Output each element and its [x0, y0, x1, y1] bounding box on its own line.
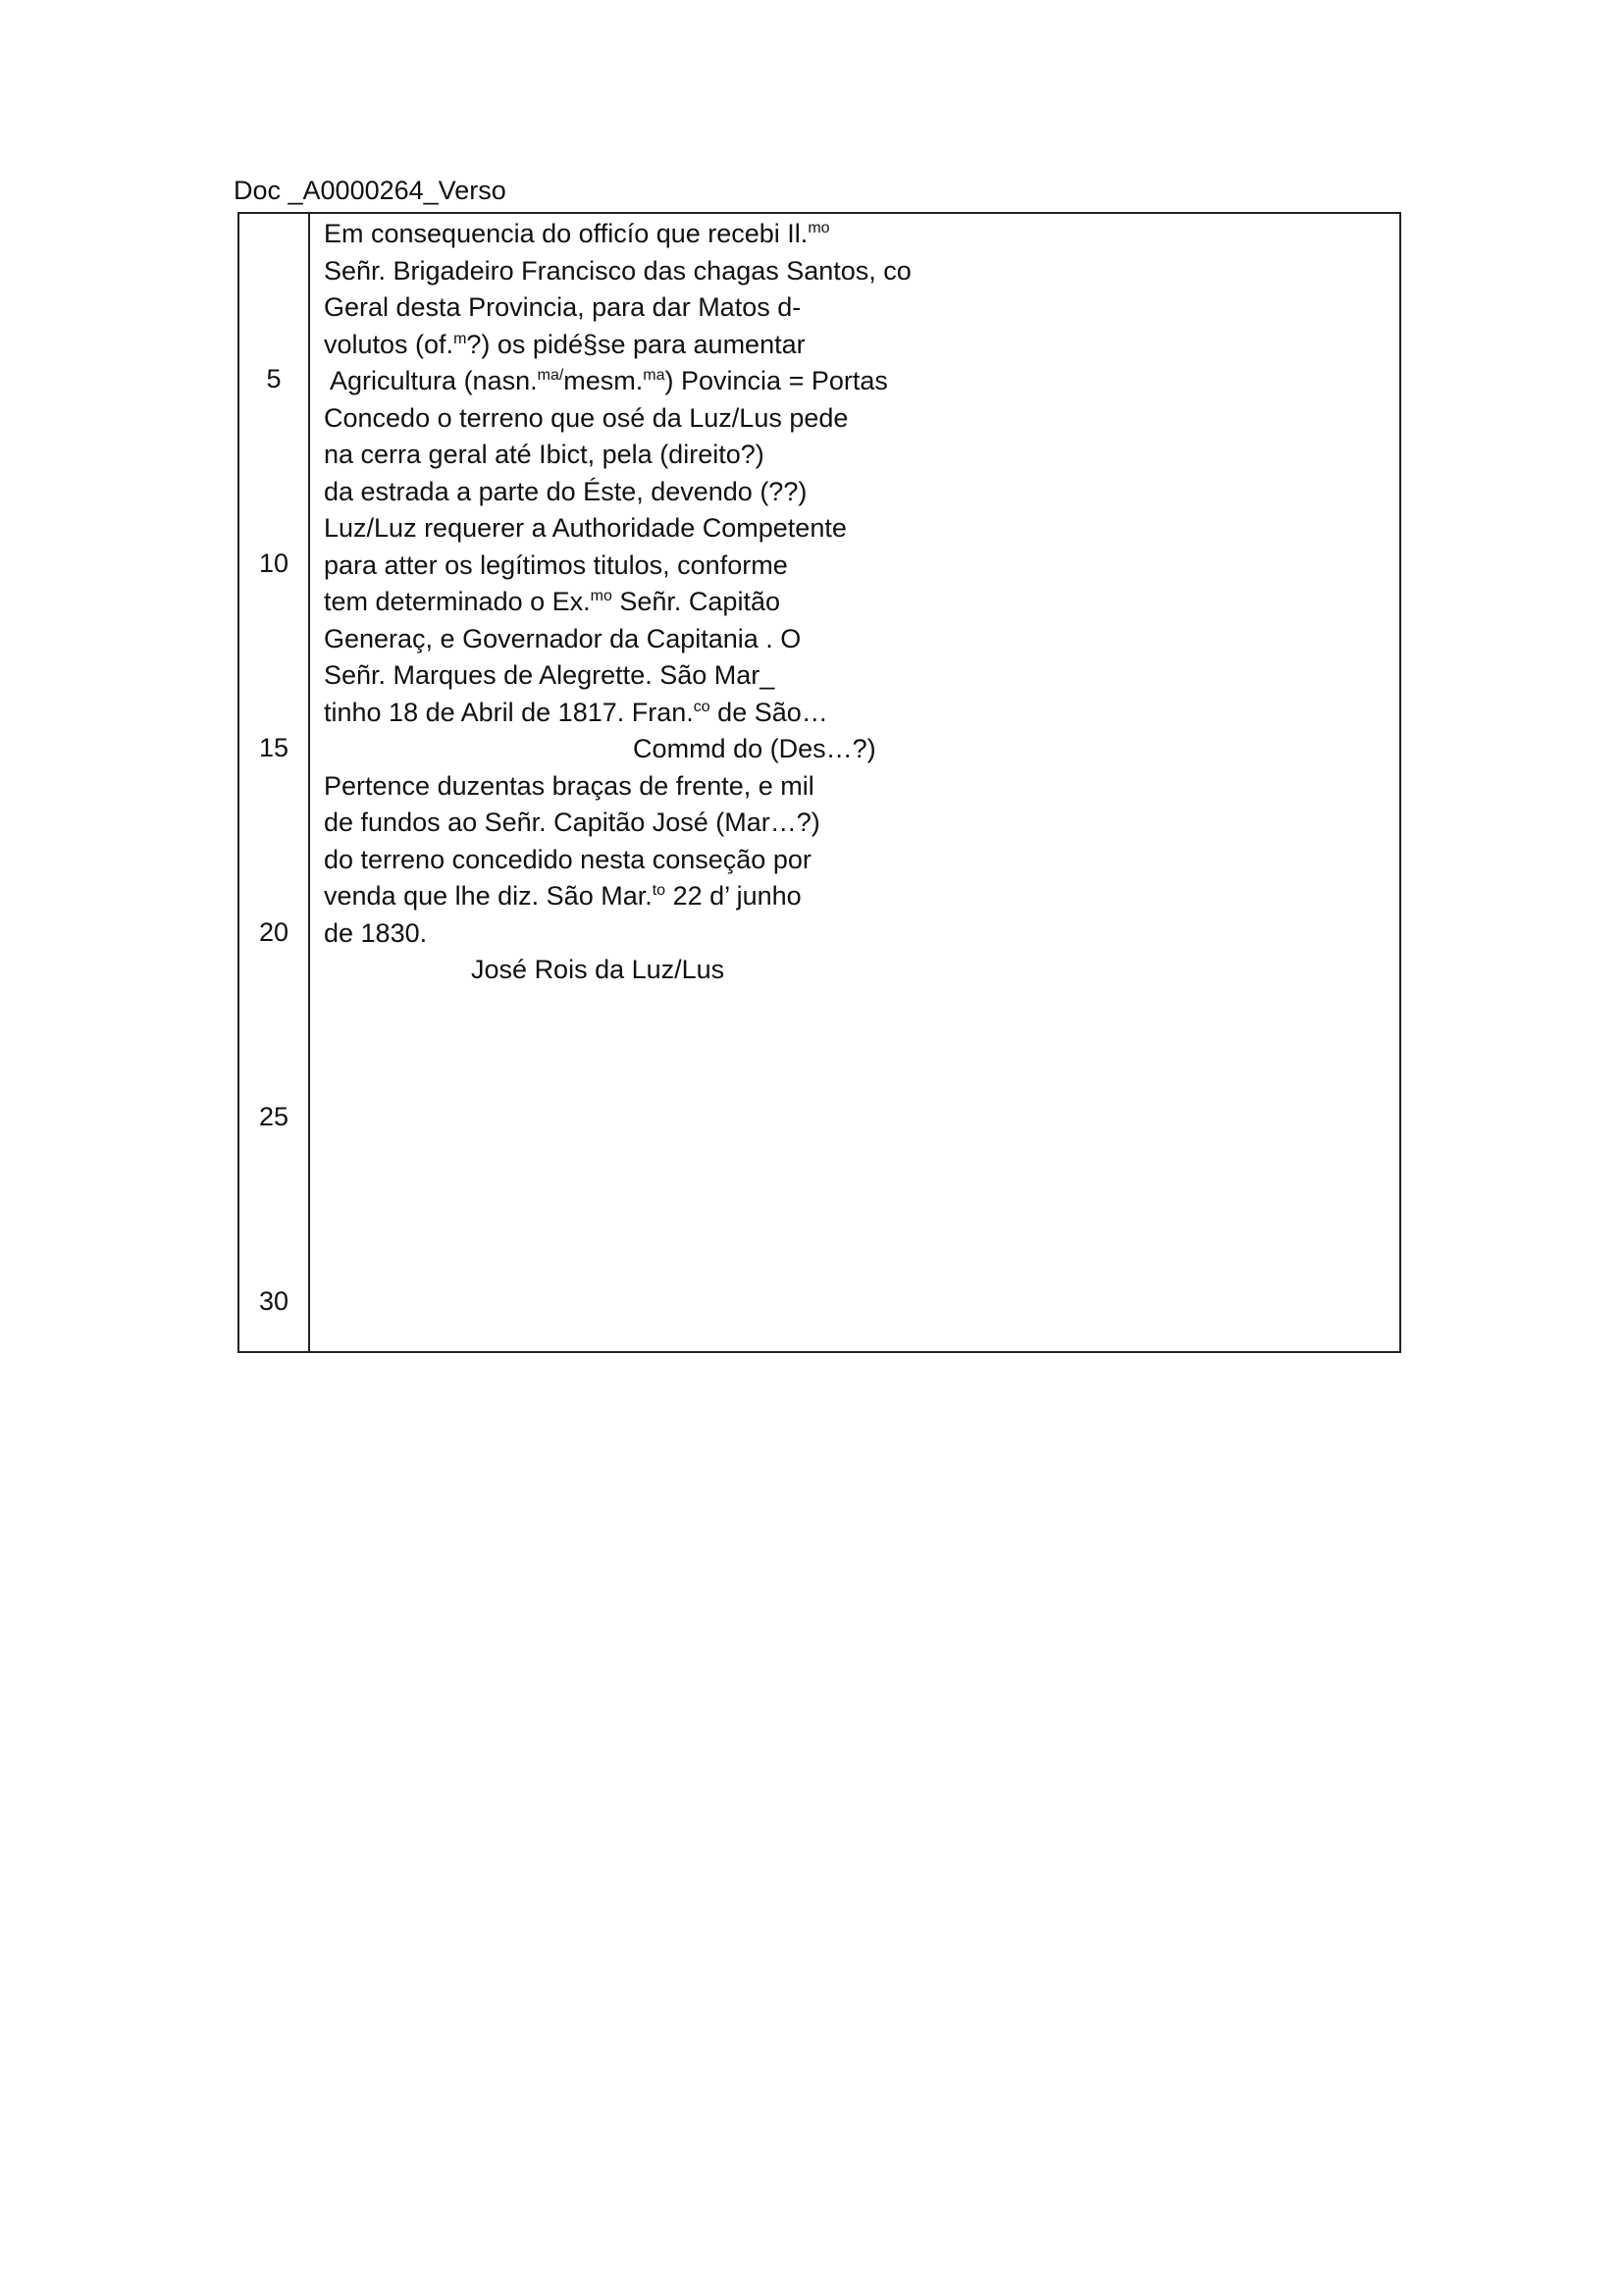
text-line: volutos (of.$^m$?) os pidé§se para aumentar: [324, 330, 806, 359]
text-line: Commd do (Des…?): [324, 734, 876, 763]
transcription-table: [237, 212, 1401, 1353]
line-number: 15: [258, 733, 289, 762]
text-line: Señr. Marques de Alegrette. São Mar_: [324, 660, 775, 690]
text-line: Concedo o terreno que osé da Luz/Lus pede: [324, 403, 849, 433]
text-line: Luz/Luz requerer a Authoridade Competente: [324, 513, 847, 543]
text-line: tem determinado o Ex.$^{mo}$ Señr. Capitão: [324, 587, 780, 616]
text-line: para atter os legítimos titulos, conforme: [324, 550, 788, 580]
column-divider: [308, 214, 310, 1351]
line-number: 20: [258, 917, 289, 947]
text-line: na cerra geral até Ibict, pela (direito?): [324, 440, 764, 469]
signature-line: José Rois da Luz/Lus: [324, 955, 725, 984]
text-line: de 1830.: [324, 918, 428, 948]
line-number: 10: [258, 548, 289, 578]
text-line: tinho 18 de Abril de 1817. Fran.$^{co}$ de São…: [324, 698, 828, 727]
text-line: Em consequencia do officío que recebi Il.$^{mo}$: [324, 219, 830, 248]
line-number: 30: [258, 1286, 289, 1316]
text-line: Generaç, e Governador da Capitania . O: [324, 624, 802, 653]
text-line: do terreno concedido nesta conseção por: [324, 845, 812, 874]
text-line: Señr. Brigadeiro Francisco das chagas Santos, co: [324, 256, 912, 286]
text-line: de fundos ao Señr. Capitão José (Mar…?): [324, 808, 820, 837]
line-number: 25: [258, 1102, 289, 1131]
text-line: da estrada a parte do Éste, devendo (??): [324, 477, 808, 506]
text-line: Agricultura (nasn.$^{ma/}$mesm.$^{ma}$) Povincia = Portas: [324, 366, 888, 395]
text-line: Geral desta Provincia, para dar Matos d-: [324, 292, 802, 322]
line-number: 5: [266, 364, 282, 393]
document-id: Doc _A0000264_Verso: [234, 176, 506, 205]
text-line: Pertence duzentas braças de frente, e mil: [324, 771, 814, 801]
text-line: venda que lhe diz. São Mar.$^{to}$ 22 d’ junho: [324, 881, 802, 911]
